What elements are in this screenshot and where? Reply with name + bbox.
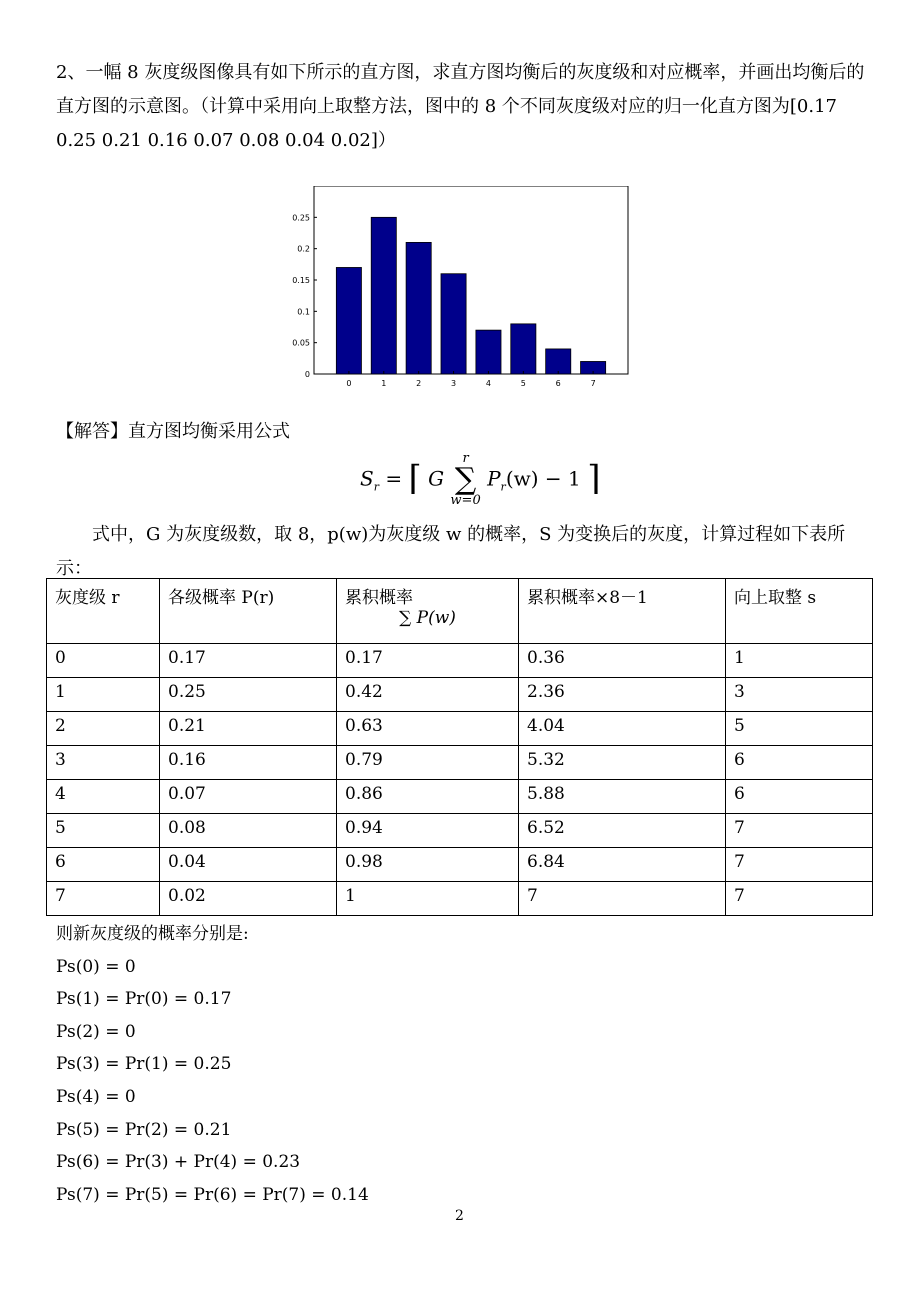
table-cell: 3 xyxy=(47,746,160,780)
table-cell: 1 xyxy=(726,644,873,678)
table-header-row xyxy=(47,579,873,644)
bar xyxy=(476,330,501,374)
result-line: Ps(5) = Pr(2) = 0.21 xyxy=(56,1119,232,1140)
table-cell: 5.88 xyxy=(519,780,726,814)
y-tick-label: 0.2 xyxy=(297,244,310,254)
bar xyxy=(406,242,431,374)
calculation-table xyxy=(46,578,873,916)
table-cell: 3 xyxy=(726,678,873,712)
table-row xyxy=(47,712,873,746)
result-line: Ps(0) = 0 xyxy=(56,956,136,977)
y-tick-label: 0.15 xyxy=(292,276,310,285)
header-prob: 各级概率 P(r) xyxy=(160,579,337,644)
table-cell: 5 xyxy=(47,814,160,848)
x-tick-label: 1 xyxy=(381,379,387,388)
table-cell: 0.79 xyxy=(337,746,519,780)
table-cell: 0.16 xyxy=(160,746,337,780)
table-cell: 0.42 xyxy=(337,678,519,712)
x-tick-label: 4 xyxy=(485,379,491,388)
table-row xyxy=(47,644,873,678)
result-line: Ps(3) = Pr(1) = 0.25 xyxy=(56,1054,232,1075)
result-line: Ps(7) = Pr(5) = Pr(6) = Pr(7) = 0.14 xyxy=(56,1184,369,1205)
table-cell: 6 xyxy=(726,780,873,814)
table-cell: 6.52 xyxy=(519,814,726,848)
x-tick-label: 6 xyxy=(555,379,561,388)
result-line: Ps(6) = Pr(3) + Pr(4) = 0.23 xyxy=(56,1152,301,1173)
question-text: 2、一幅 8 灰度级图像具有如下所示的直方图，求直方图均衡后的灰度级和对应概率，并画出均衡后的直方图的示意图。（计算中采用向上取整方法，图中的 8 个不同灰度级对应的归一化直方图为[0.17 0.25 0.21 0.16 0.07 0.08 0.04 0.02]） xyxy=(56,62,865,151)
table-cell: 1 xyxy=(337,882,519,916)
bar xyxy=(546,349,571,374)
page-number: 2 xyxy=(455,1208,464,1224)
y-tick-label: 0.1 xyxy=(297,307,310,317)
table-cell: 0.17 xyxy=(160,644,337,678)
table-row xyxy=(47,780,873,814)
x-tick-label: 7 xyxy=(590,379,596,388)
table-cell: 4.04 xyxy=(519,712,726,746)
x-tick-label: 3 xyxy=(451,379,457,388)
table-cell: 5 xyxy=(726,712,873,746)
x-tick-label: 5 xyxy=(520,379,526,388)
table-cell: 0.08 xyxy=(160,814,337,848)
table-cell: 2 xyxy=(47,712,160,746)
table-row xyxy=(47,882,873,916)
table-cell: 0.86 xyxy=(337,780,519,814)
table-row xyxy=(47,678,873,712)
table-cell: 4 xyxy=(47,780,160,814)
table-cell: 7 xyxy=(726,882,873,916)
bar xyxy=(336,267,361,374)
table-cell: 7 xyxy=(726,814,873,848)
table-cell: 0.25 xyxy=(160,678,337,712)
table-cell: 2.36 xyxy=(519,678,726,712)
table-row xyxy=(47,814,873,848)
bar xyxy=(371,217,396,374)
table-cell: 6.84 xyxy=(519,848,726,882)
table-cell: 0.21 xyxy=(160,712,337,746)
y-tick-label: 0.05 xyxy=(292,338,310,348)
table-cell: 0.94 xyxy=(337,814,519,848)
table-cell: 0.07 xyxy=(160,780,337,814)
table-cell: 5.32 xyxy=(519,746,726,780)
bar xyxy=(441,274,466,374)
y-tick-label: 0.25 xyxy=(292,213,310,223)
x-tick-label: 0 xyxy=(346,379,352,388)
table-cell: 7 xyxy=(519,882,726,916)
formula: $S_r$ = ⌈ G r ∑ w=0 $P_r(w) - 1$ ⌉ xyxy=(360,451,601,508)
header-cum: 累积概率 ∑ P(w) xyxy=(337,579,519,644)
header-ceil: 向上取整 s xyxy=(726,579,873,644)
x-tick-label: 2 xyxy=(416,379,422,388)
table-cell: 0.17 xyxy=(337,644,519,678)
result-line: Ps(4) = 0 xyxy=(56,1086,136,1107)
table-cell: 6 xyxy=(47,848,160,882)
table-cell: 0.36 xyxy=(519,644,726,678)
histogram-chart xyxy=(282,186,632,391)
explanation-text: 式中，G 为灰度级数，取 8，p(w)为灰度级 w 的概率，S 为变换后的灰度，计算过程如下表所示： xyxy=(56,524,846,579)
results-block xyxy=(56,918,369,1205)
header-level: 灰度级 r xyxy=(47,579,160,644)
result-line: Ps(2) = 0 xyxy=(56,1021,136,1042)
bar xyxy=(511,324,536,374)
table-row xyxy=(47,746,873,780)
table-cell: 6 xyxy=(726,746,873,780)
answer-heading: 【解答】直方图均衡采用公式 xyxy=(56,421,290,442)
header-scaled: 累积概率×8－1 xyxy=(519,579,726,644)
table-cell: 0.63 xyxy=(337,712,519,746)
table-row xyxy=(47,848,873,882)
result-line: Ps(1) = Pr(0) = 0.17 xyxy=(56,989,232,1010)
table-cell: 0.02 xyxy=(160,882,337,916)
table-cell: 1 xyxy=(47,678,160,712)
table-cell: 7 xyxy=(726,848,873,882)
results-intro: 则新灰度级的概率分别是: xyxy=(56,924,249,944)
table-cell: 0.04 xyxy=(160,848,337,882)
table-cell: 7 xyxy=(47,882,160,916)
table-cell: 0 xyxy=(47,644,160,678)
y-tick-label: 0 xyxy=(304,370,310,379)
table-cell: 0.98 xyxy=(337,848,519,882)
